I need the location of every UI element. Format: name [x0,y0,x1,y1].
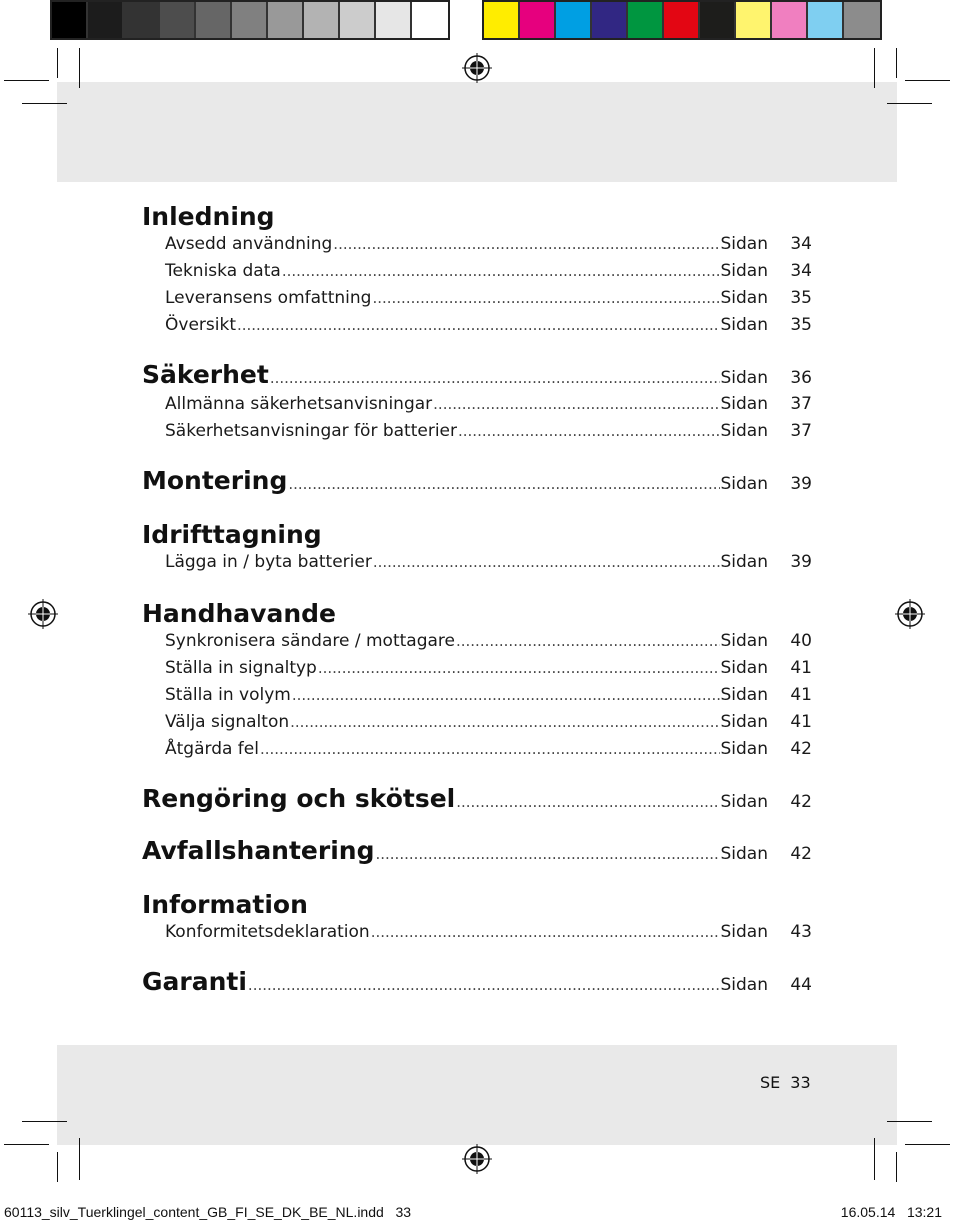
sidan-label: Sidan [720,394,768,414]
toc-heading: Montering [142,466,288,495]
color-swatch [160,2,196,38]
toc-heading-entry[interactable] [142,466,812,500]
toc-page-number: 39 [790,474,812,494]
color-swatch [844,2,880,38]
toc-entry-label: Konformitetsdeklaration [165,922,370,942]
leader-dots [270,369,720,387]
toc-heading-entry[interactable] [142,784,812,818]
toc-page-number: 40 [790,631,812,651]
leader-dots [456,793,719,811]
crop-mark [887,103,932,104]
color-swatch [88,2,124,38]
sidan-label: Sidan [720,685,768,705]
toc-entry[interactable] [142,739,812,766]
sidan-label: Sidan [720,421,768,441]
sidan-label: Sidan [720,844,768,864]
toc-heading: Rengöring och skötsel [142,784,456,813]
process-color-bar [482,0,882,40]
toc-page-number: 36 [790,368,812,388]
file-slug: 60113_silv_Tuerklingel_content_GB_FI_SE_DK_BE_NL.indd 33 [4,1204,412,1220]
crop-mark [4,80,49,81]
color-swatch [412,2,448,38]
color-swatch [304,2,340,38]
toc-page-number: 42 [790,792,812,812]
sidan-label: Sidan [720,288,768,308]
toc-entry[interactable] [142,552,812,579]
table-of-contents [142,200,812,1019]
toc-heading: Garanti [142,967,247,996]
toc-entry-label: Allmänna säkerhetsanvisningar [165,394,433,414]
toc-heading: Säkerhet [142,360,269,389]
crop-mark [57,48,58,78]
toc-entry-label: Leveransens omfattning [165,288,372,308]
toc-page-number: 39 [790,552,812,572]
language-code: SE [760,1073,781,1092]
toc-entry-label: Ställa in volym [165,685,291,705]
toc-entry[interactable] [142,421,812,448]
color-swatch [376,2,412,38]
color-swatch [232,2,268,38]
toc-page-number: 42 [790,844,812,864]
color-swatch [196,2,232,38]
color-swatch [52,2,88,38]
toc-section-garanti [142,967,812,1001]
toc-entry-label: Säkerhetsanvisningar för batterier [165,421,457,441]
color-swatch [268,2,304,38]
toc-section-handhavande [142,597,812,766]
leader-dots [288,475,719,493]
toc-heading: Handhavande [142,599,336,628]
toc-entry[interactable] [142,234,812,261]
toc-heading-entry[interactable] [142,360,812,394]
toc-section-idrifttagning [142,518,812,579]
leader-dots [318,659,720,677]
toc-page-number: 35 [790,315,812,335]
sidan-label: Sidan [720,368,768,388]
sidan-label: Sidan [720,712,768,732]
color-swatch [520,2,556,38]
leader-dots [433,395,719,413]
toc-page-number: 41 [790,685,812,705]
sidan-label: Sidan [720,792,768,812]
toc-page-number: 43 [790,922,812,942]
crop-mark [896,1152,897,1182]
color-swatch [628,2,664,38]
toc-entry[interactable] [142,631,812,658]
registration-mark-icon [462,53,492,83]
toc-entry-label: Ställa in signaltyp [165,658,317,678]
toc-entry-label: Lägga in / byta batterier [165,552,372,572]
sidan-label: Sidan [720,739,768,759]
toc-page-number: 37 [790,421,812,441]
color-swatch [808,2,844,38]
color-swatch [484,2,520,38]
toc-entry[interactable] [142,315,812,342]
toc-section-avfallshantering [142,836,812,870]
toc-entry[interactable] [142,394,812,421]
header-band [57,82,897,182]
color-swatch [700,2,736,38]
toc-entry-label: Tekniska data [165,261,281,281]
color-swatch [340,2,376,38]
crop-mark [874,48,875,88]
toc-page-number: 37 [790,394,812,414]
leader-dots [458,422,720,440]
leader-dots [292,686,720,704]
toc-heading: Idrifttagning [142,520,322,549]
crop-mark [905,80,950,81]
toc-entry[interactable] [142,288,812,315]
leader-dots [372,289,719,307]
sidan-label: Sidan [720,474,768,494]
crop-mark [57,1152,58,1182]
crop-mark [22,1121,67,1122]
crop-mark [22,103,67,104]
grayscale-color-bar [50,0,450,40]
leader-dots [333,235,719,253]
sidan-label: Sidan [720,552,768,572]
toc-entry[interactable] [142,685,812,712]
color-swatch [592,2,628,38]
leader-dots [290,713,719,731]
toc-entry[interactable] [142,922,812,949]
toc-entry[interactable] [142,712,812,739]
toc-page-number: 41 [790,712,812,732]
toc-heading: Information [142,890,308,919]
registration-mark-icon [895,599,925,629]
crop-mark [4,1144,49,1145]
leader-dots [456,632,720,650]
toc-heading-entry[interactable] [142,836,812,870]
toc-entry-label: Åtgärda fel [165,739,259,759]
toc-entry-label: Översikt [165,315,236,335]
color-swatch [736,2,772,38]
toc-section-inledning [142,200,812,342]
sidan-label: Sidan [720,658,768,678]
toc-entry-label: Välja signalton [165,712,290,732]
sidan-label: Sidan [720,922,768,942]
toc-section-information [142,888,812,949]
toc-page-number: 44 [790,975,812,995]
toc-page-number: 41 [790,658,812,678]
leader-dots [282,262,720,280]
toc-heading-entry[interactable] [142,967,812,1001]
crop-mark [79,1138,80,1180]
crop-mark [874,1138,875,1180]
leader-dots [237,316,720,334]
leader-dots [375,845,719,863]
sidan-label: Sidan [720,975,768,995]
crop-mark [887,1121,932,1122]
footer-band [57,1045,897,1145]
registration-mark-icon [462,1144,492,1174]
color-swatch [124,2,160,38]
toc-section-sakerhet [142,360,812,448]
color-swatch [664,2,700,38]
sidan-label: Sidan [720,261,768,281]
sidan-label: Sidan [720,631,768,651]
color-swatch [556,2,592,38]
sidan-label: Sidan [720,234,768,254]
leader-dots [248,976,720,994]
sidan-label: Sidan [720,315,768,335]
leader-dots [260,740,720,758]
crop-mark [79,48,80,88]
toc-page-number: 34 [790,234,812,254]
registration-mark-icon [28,599,58,629]
toc-entry-label: Avsedd användning [165,234,333,254]
date-slug: 16.05.14 13:21 [840,1204,942,1220]
toc-entry-label: Synkronisera sändare / mottagare [165,631,455,651]
crop-mark [905,1144,950,1145]
color-swatch [772,2,808,38]
toc-page-number: 34 [790,261,812,281]
page-number: 33 [790,1073,811,1092]
leader-dots [371,923,720,941]
toc-section-rengoring [142,784,812,818]
toc-page-number: 42 [790,739,812,759]
toc-heading: Inledning [142,202,275,231]
toc-heading: Avfallshantering [142,836,375,865]
toc-entry[interactable] [142,658,812,685]
crop-mark [896,48,897,78]
page-footer [760,1073,821,1092]
leader-dots [373,553,720,571]
toc-entry[interactable] [142,261,812,288]
toc-section-montering [142,466,812,500]
toc-page-number: 35 [790,288,812,308]
